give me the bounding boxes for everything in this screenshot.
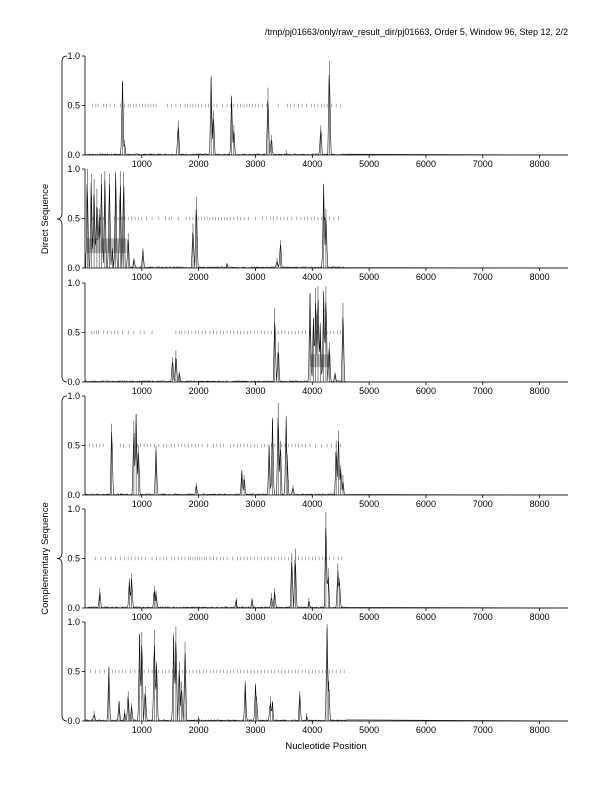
x-tick-label: 5000 — [359, 159, 380, 169]
direct-sequence-label: Direct Sequence — [40, 183, 51, 255]
group-brace — [57, 396, 67, 721]
group-brace — [57, 56, 67, 382]
y-tick-label: 0.5 — [67, 327, 80, 338]
y-tick-label: 0.5 — [67, 100, 80, 111]
x-tick-label: 7000 — [472, 272, 493, 282]
y-tick-label: 0.5 — [67, 666, 80, 677]
x-tick-label: 6000 — [415, 612, 436, 622]
x-tick-label: 5000 — [359, 499, 380, 509]
x-tick-label: 5000 — [359, 612, 380, 622]
score-trace — [85, 528, 568, 608]
panel-2 — [67, 164, 568, 282]
x-tick-label: 3000 — [245, 272, 266, 282]
x-tick-label: 4000 — [302, 159, 323, 169]
x-tick-label: 1000 — [131, 159, 152, 169]
y-tick-label: 0.0 — [67, 490, 80, 500]
x-tick-label: 5000 — [359, 386, 380, 396]
score-trace — [85, 75, 568, 155]
panel-6 — [67, 617, 568, 735]
x-tick-label: 8000 — [529, 159, 550, 169]
y-tick-label: 0.5 — [67, 553, 80, 564]
y-tick-label: 0.0 — [67, 263, 80, 273]
x-tick-label: 3000 — [245, 386, 266, 396]
y-tick-label: 1.0 — [67, 164, 80, 174]
y-tick-label: 0.0 — [67, 150, 80, 160]
score-trace — [85, 627, 568, 721]
x-tick-label: 1000 — [131, 499, 152, 509]
score-trace — [85, 292, 568, 382]
y-tick-label: 0.0 — [67, 716, 80, 726]
x-tick-label: 7000 — [472, 499, 493, 509]
x-tick-label: 1000 — [131, 725, 152, 735]
y-tick-label: 1.0 — [67, 278, 80, 288]
panel-3 — [67, 278, 568, 396]
x-tick-label: 2000 — [188, 272, 209, 282]
x-tick-label: 4000 — [302, 386, 323, 396]
y-tick-label: 1.0 — [67, 617, 80, 627]
x-tick-label: 8000 — [529, 612, 550, 622]
panel-5 — [67, 504, 568, 622]
x-tick-label: 1000 — [131, 386, 152, 396]
x-tick-label: 6000 — [415, 725, 436, 735]
y-tick-label: 1.0 — [67, 51, 80, 61]
x-tick-label: 3000 — [245, 499, 266, 509]
x-tick-label: 8000 — [529, 499, 550, 509]
y-tick-label: 0.0 — [67, 603, 80, 613]
x-tick-label: 4000 — [302, 725, 323, 735]
panel-1 — [67, 51, 568, 169]
x-tick-label: 6000 — [415, 272, 436, 282]
panel-4 — [67, 391, 568, 509]
y-tick-label: 0.0 — [67, 377, 80, 387]
y-tick-label: 0.5 — [67, 440, 80, 451]
x-tick-label: 6000 — [415, 386, 436, 396]
score-trace — [85, 415, 568, 495]
x-tick-label: 2000 — [188, 725, 209, 735]
x-tick-label: 4000 — [302, 612, 323, 622]
x-tick-label: 8000 — [529, 272, 550, 282]
x-tick-label: 6000 — [415, 159, 436, 169]
y-tick-label: 1.0 — [67, 391, 80, 401]
x-tick-label: 5000 — [359, 725, 380, 735]
panels-group — [67, 51, 568, 735]
page-header-title: /tmp/pj01663/only/raw_result_dir/pj01663, Order 5, Window 96, Step 12, 2/2 — [264, 27, 568, 37]
x-tick-label: 2000 — [188, 386, 209, 396]
y-tick-label: 1.0 — [67, 504, 80, 514]
x-tick-label: 8000 — [529, 725, 550, 735]
x-tick-label: 3000 — [245, 612, 266, 622]
x-tick-label: 7000 — [472, 725, 493, 735]
score-trace — [85, 174, 568, 268]
x-tick-label: 2000 — [188, 499, 209, 509]
x-tick-label: 1000 — [131, 612, 152, 622]
x-tick-label: 6000 — [415, 499, 436, 509]
complementary-sequence-label: Complementary Sequence — [40, 502, 51, 615]
x-tick-label: 7000 — [472, 159, 493, 169]
x-tick-label: 7000 — [472, 386, 493, 396]
x-tick-label: 2000 — [188, 159, 209, 169]
x-tick-label: 7000 — [472, 612, 493, 622]
x-tick-label: 8000 — [529, 386, 550, 396]
y-tick-label: 0.5 — [67, 213, 80, 224]
x-tick-label: 2000 — [188, 612, 209, 622]
x-tick-label: 4000 — [302, 499, 323, 509]
x-axis-title: Nucleotide Position — [285, 741, 367, 752]
x-tick-label: 3000 — [245, 725, 266, 735]
x-tick-label: 3000 — [245, 159, 266, 169]
x-tick-label: 5000 — [359, 272, 380, 282]
x-tick-label: 4000 — [302, 272, 323, 282]
x-tick-label: 1000 — [131, 272, 152, 282]
